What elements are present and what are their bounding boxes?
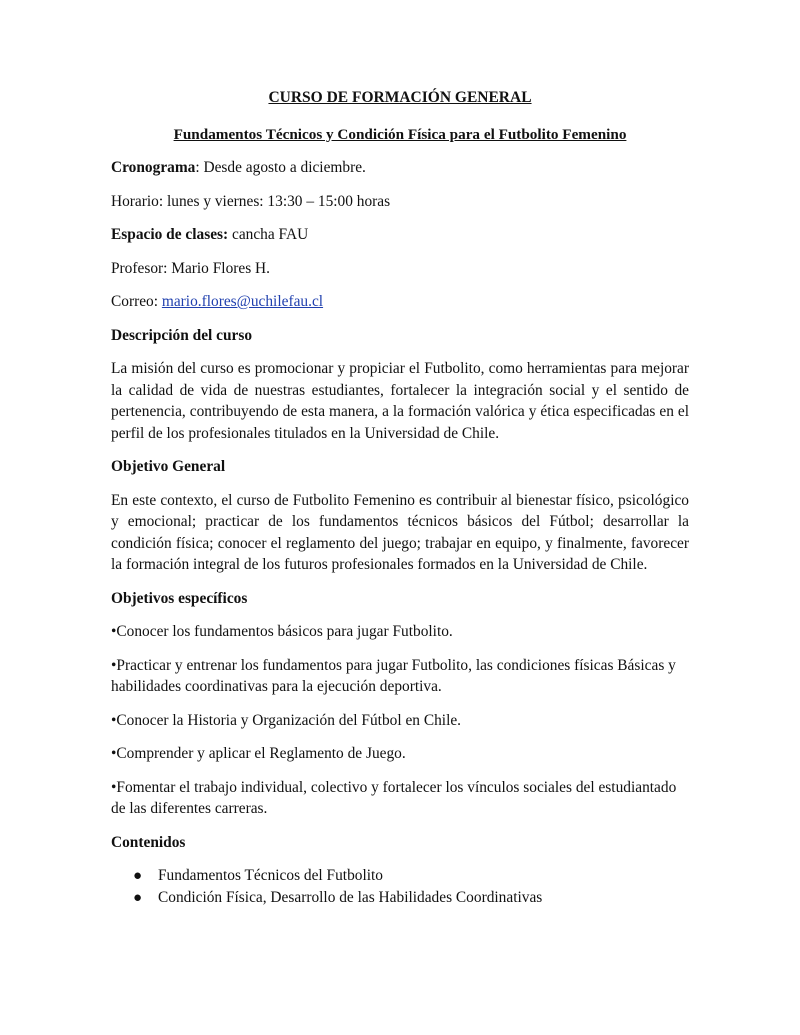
bullet-icon: ●: [133, 890, 143, 906]
objetivo-general-text: En este contexto, el curso de Futbolito Femenino es contribuir al bienestar físico, psicológico y emocional; practicar de los fundamentos técnicos básicos del Fútbol; desarrollar la condición física; conocer el reglamento del juego; trabajar en equipo, y finalmente, favorecer la formación integral de los futuros profesionales formados en la Universidad de Chile.: [111, 491, 689, 573]
objetivos-especificos-heading: Objetivos específicos: [111, 589, 248, 607]
cronograma-label: Cronograma: [111, 159, 196, 176]
cronograma-value: : Desde agosto a diciembre.: [195, 159, 366, 176]
objetivo-especifico-item: •Comprender y aplicar el Reglamento de Juego.: [111, 745, 406, 762]
descripcion-heading: Descripción del curso: [111, 326, 253, 344]
correo-label: Correo:: [111, 293, 162, 310]
contenido-item: [111, 865, 689, 887]
document-subtitle: Fundamentos Técnicos y Condición Física para el Futbolito Femenino: [173, 126, 627, 143]
profesor-line: Profesor: Mario Flores H.: [111, 259, 271, 277]
contenidos-list: [111, 865, 689, 909]
document-title: CURSO DE FORMACIÓN GENERAL: [268, 89, 532, 106]
objetivo-general-heading: Objetivo General: [111, 458, 226, 475]
contenido-item-text: Condición Física, Desarrollo de las Habilidades Coordinativas: [158, 889, 543, 906]
espacio-value: cancha FAU: [228, 226, 309, 243]
horario-line: Horario: lunes y viernes: 13:30 – 15:00 horas: [111, 192, 391, 210]
contenido-item-text: Fundamentos Técnicos del Futbolito: [158, 867, 383, 884]
espacio-label: Espacio de clases:: [111, 226, 229, 243]
contenidos-heading: Contenidos: [111, 833, 186, 851]
objetivo-especifico-item: •Conocer la Historia y Organización del Fútbol en Chile.: [111, 711, 462, 729]
bullet-icon: ●: [133, 868, 143, 884]
contenido-item: [111, 887, 689, 909]
descripcion-text: La misión del curso es promocionar y propiciar el Futbolito, como herramientas para mejorar la calidad de vida de nuestras estudiantes, fortalecer la integración social y el sentido de pertenencia, contribuyendo de esta manera, a la formación valórica y ética especificadas en el perfil de los profesionales titulados en la Universidad de Chile.: [111, 360, 689, 442]
email-link[interactable]: mario.flores@uchilefau.cl: [161, 293, 324, 310]
espacio-line: [111, 224, 689, 246]
objetivo-especifico-item: •Practicar y entrenar los fundamentos para jugar Futbolito, las condiciones físicas Básicas y habilidades coordinativas para la ejecución deportiva.: [111, 656, 676, 695]
correo-line: [111, 291, 689, 313]
objetivo-especifico-item: •Fomentar el trabajo individual, colectivo y fortalecer los vínculos sociales del estudiantado de las diferentes carreras.: [111, 778, 677, 817]
cronograma-line: [111, 157, 689, 179]
objetivo-especifico-item: •Conocer los fundamentos básicos para jugar Futbolito.: [111, 623, 453, 640]
document-page: [111, 88, 689, 909]
